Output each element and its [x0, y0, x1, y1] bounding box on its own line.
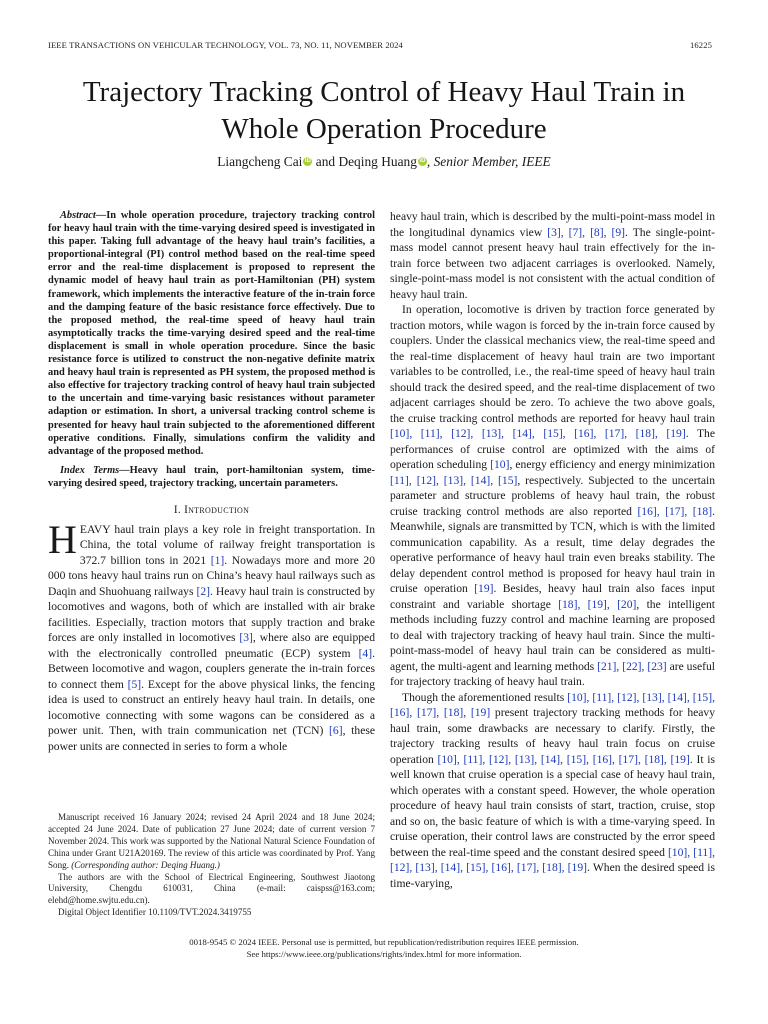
citation-link[interactable]: [3]	[239, 631, 253, 645]
citation-link[interactable]: [18], [19], [20]	[558, 597, 637, 611]
right-column	[390, 209, 715, 891]
intro-text: . Nowadays more and more 20 000 tons heavy haul trains run on China’s heavy haul railways such as Daqin and Shuohuang railways	[48, 553, 375, 598]
citation-link[interactable]: [4]	[358, 646, 373, 660]
intro-text: . Between locomotive and wagon, couplers generate the in-train forces to connect them	[48, 646, 375, 691]
copyright-line-2: See https://www.ieee.org/publications/rights/index.html for more information.	[246, 948, 522, 959]
citation-link[interactable]: [5]	[127, 677, 142, 691]
citation-link[interactable]: [10], [11], [12], [13], [14], [15], [16], [17], [18], [19]	[390, 427, 686, 440]
title-line-1: Trajectory Tracking Control of Heavy Haul Train in	[82, 76, 686, 108]
journal-header: IEEE TRANSACTIONS ON VEHICULAR TECHNOLOGY, VOL. 73, NO. 11, NOVEMBER 2024	[48, 40, 403, 50]
abstract	[48, 209, 375, 458]
section-title: Introduction	[184, 503, 250, 516]
citation-link[interactable]: [11], [12], [13], [14], [15]	[390, 473, 518, 487]
footnote	[48, 812, 375, 919]
author-line	[0, 153, 768, 170]
body-text: . The performances of cruise control are optimized with the aims of operation scheduling	[390, 427, 715, 471]
citation-link[interactable]: [10]	[490, 458, 510, 471]
citation-link[interactable]: [1]	[210, 553, 225, 567]
author-1: Liangcheng Cai	[217, 154, 303, 169]
left-column	[48, 209, 375, 754]
intro-text: . Except for the above physical links, the fencing idea is used to construct an entirely heavy haul train. In details, one locomotive connecting with some wagons can be considered as a power unit. Then, with train communication net (TCN)	[48, 677, 375, 738]
abstract-text: In whole operation procedure, trajectory tracking control for heavy haul train with the time-varying desired speed is investigated in this paper. Taking full advantage of the heavy haul train’s facilities, a proportional-integral (PI) control method based on the real-time speed error and the real-time displacement is proposed to represent the dynamic model of heavy haul train as port-Hamiltonian (PH) system framework, which implements the interactive feature of the in-train force and the damping feature of the basic resistance force effectively. Due to the proposed method, the real-time speed of heavy haul train asymptotically tracks the time-varying desired speed and the real-time displacement is small in whole operation procedure. Since the basic resistance force is utilized to construct the non-negative definite matrix and heavy haul train is represented as PH system, the proposed method is also effective for trajectory tracking control of heavy haul train subjected to the uncertain and time-varying basic resistances without parameter adaption or estimation. In short, a universal tracking control scheme is presented for heavy haul train subjected to the aforementioned different operative conditions. Finally, simulations confirm the validity and advantage of the proposed method.	[48, 210, 375, 457]
corresponding-author: (Corresponding author: Deqing Huang.)	[71, 859, 220, 870]
intro-paragraph	[48, 516, 375, 755]
citation-link[interactable]: [10], [11], [12], [13], [14], [15], [16], [17], [18], [19]	[390, 690, 715, 719]
section-heading	[48, 504, 375, 516]
author-2-membership: , Senior Member, IEEE	[426, 154, 551, 169]
intro-text: , these power units are connected in series to form a whole	[48, 724, 375, 753]
body-text: . When the desired speed is time-varying,	[390, 861, 715, 890]
body-text: . Meanwhile, signals are transmitted by TCN, which is with the limited communication capability. As a result, time delay degrades the operative performance of heavy haul train even breaks stability. The delay dependent control method is proposed for heavy haul train in cruise operation	[390, 504, 715, 595]
copyright-line-1: 0018-9545 © 2024 IEEE. Personal use is permitted, but republication/redistribution requires IEEE permission.	[189, 937, 579, 947]
body-text: . The single-point-mass model cannot present heavy haul train effectively for the in-train force between two adjacent carriages is overlooked. Namely, single-point-mass model is not consistent with the actual condition of heavy haul train.	[390, 225, 716, 301]
index-terms-text: Heavy haul train, port-hamiltonian system, time-varying desired speed, trajectory tracking, uncertain parameters.	[48, 464, 375, 489]
right-paragraph-1	[390, 209, 715, 302]
intro-text: . Heavy haul train is constructed by locomotives and wagons, both of which are installed with air brake facilities. Especially, traction motors that supply traction and brake forces are only installed in locomotives	[48, 584, 375, 645]
index-terms-label: Index Terms—	[60, 464, 130, 476]
intro-text: EAVY haul train plays a key role in freight transportation. In China, the total volume of railway freight transportation is 372.7 billion tons in 2021	[79, 522, 375, 567]
right-paragraph-2	[390, 302, 715, 690]
page-number: 16225	[690, 40, 712, 50]
manuscript-text: Manuscript received 16 January 2024; revised 24 April 2024 and 18 June 2024; accepted 24 June 2024. Date of publication 27 June 2024; date of current version 7 November 2024. This work was supported by the National Natural Science Foundation of China under Grant U21A20169. The review of this article was coordinated by Prof. Yang Song.	[48, 812, 375, 870]
paper-title	[40, 74, 728, 148]
citation-link[interactable]: [21], [22], [23]	[597, 659, 667, 673]
drop-cap: H	[48, 516, 77, 562]
citation-link[interactable]: [2]	[196, 584, 210, 598]
body-text: , respectively. Subjected to the uncertain parameter and structure problems of heavy haul train, the robust cruise tracking control methods are also reported	[390, 473, 715, 518]
section-number: I.	[173, 503, 185, 516]
body-text: . Besides, heavy haul train also faces input constraint and variable shortage	[390, 582, 715, 611]
body-text: . It is well known that cruise operation is a special case of heavy haul train, which operates with a constant speed. However, the whole operation procedure of heavy haul train consists of start, traction, cruise, stop and so on, the basic feature of which is with a time-varying speed. In cruise operation, their control laws are constructed by the error speed between the real-time speed and the constant desired speed	[390, 752, 716, 859]
abstract-label: Abstract—	[60, 210, 107, 221]
orcid-icon[interactable]: iD	[304, 158, 311, 164]
author-2: Deqing Huang	[338, 154, 417, 169]
right-paragraph-3	[390, 690, 715, 892]
body-text: present trajectory tracking methods for heavy haul train, some drawbacks are necessary to clarify. Firstly, the trajectory tracking results of heavy haul train focus on cruise operation	[390, 706, 715, 766]
body-text: , the intelligent methods including fuzzy control and machine learning are proposed to deal with trajectory tracking of heavy haul train. Since the multi-point-mass-model of heavy haul train can be considered as multi-agent, the multi-agent and learning methods	[390, 597, 716, 673]
doi-note: Digital Object Identifier 10.1109/TVT.2024.3419755	[58, 907, 252, 918]
index-terms	[48, 464, 375, 490]
body-text: Though the aforementioned results	[402, 690, 568, 704]
affiliation-note: The authors are with the School of Electrical Engineering, Southwest Jiaotong University, Chengdu 610031, China (e-mail: caispss@163.com; elehd@home.swjtu.edu.cn).	[48, 871, 375, 906]
citation-link[interactable]: [16], [17], [18]	[637, 504, 713, 518]
citation-link[interactable]: [6]	[329, 724, 343, 738]
body-text: In operation, locomotive is driven by traction force generated by traction motors, while wagon is forced by the in-train force caused by couplers. Under the classical mechanics view, the real-time speed and the real-time displacement of heavy haul train are two important variables to be controlled, i.e., the real-time speed of heavy haul train should track the desired speed, and the real-time displacement of two adjacent carriages should be zero. To achieve the two above goals, the cruise tracking control methods are reported for heavy haul train	[390, 303, 715, 425]
body-text: are useful for trajectory tracking of heavy haul train.	[390, 659, 715, 688]
body-text: heavy haul train, which is described by the multi-point-mass model in the longitudinal dynamics view	[390, 210, 715, 239]
copyright-notice	[0, 937, 768, 960]
citation-link[interactable]: [19]	[474, 582, 494, 595]
intro-text: , where also are equipped with the electronically controlled pneumatic (ECP) system	[48, 631, 375, 660]
orcid-icon[interactable]: iD	[419, 158, 426, 164]
citation-link[interactable]: [10], [11], [12], [13], [14], [15], [16], [17], [18], [19]	[390, 845, 715, 874]
manuscript-note	[48, 812, 375, 872]
citation-link[interactable]: [3], [7], [8], [9]	[547, 225, 626, 239]
title-line-2: Whole Operation Procedure	[221, 113, 547, 145]
citation-link[interactable]: [10], [11], [12], [13], [14], [15], [16], [17], [18], [19]	[437, 752, 690, 766]
running-head	[48, 40, 712, 50]
body-text: , energy efficiency and energy minimization	[509, 458, 715, 471]
author-and: and	[312, 154, 339, 169]
